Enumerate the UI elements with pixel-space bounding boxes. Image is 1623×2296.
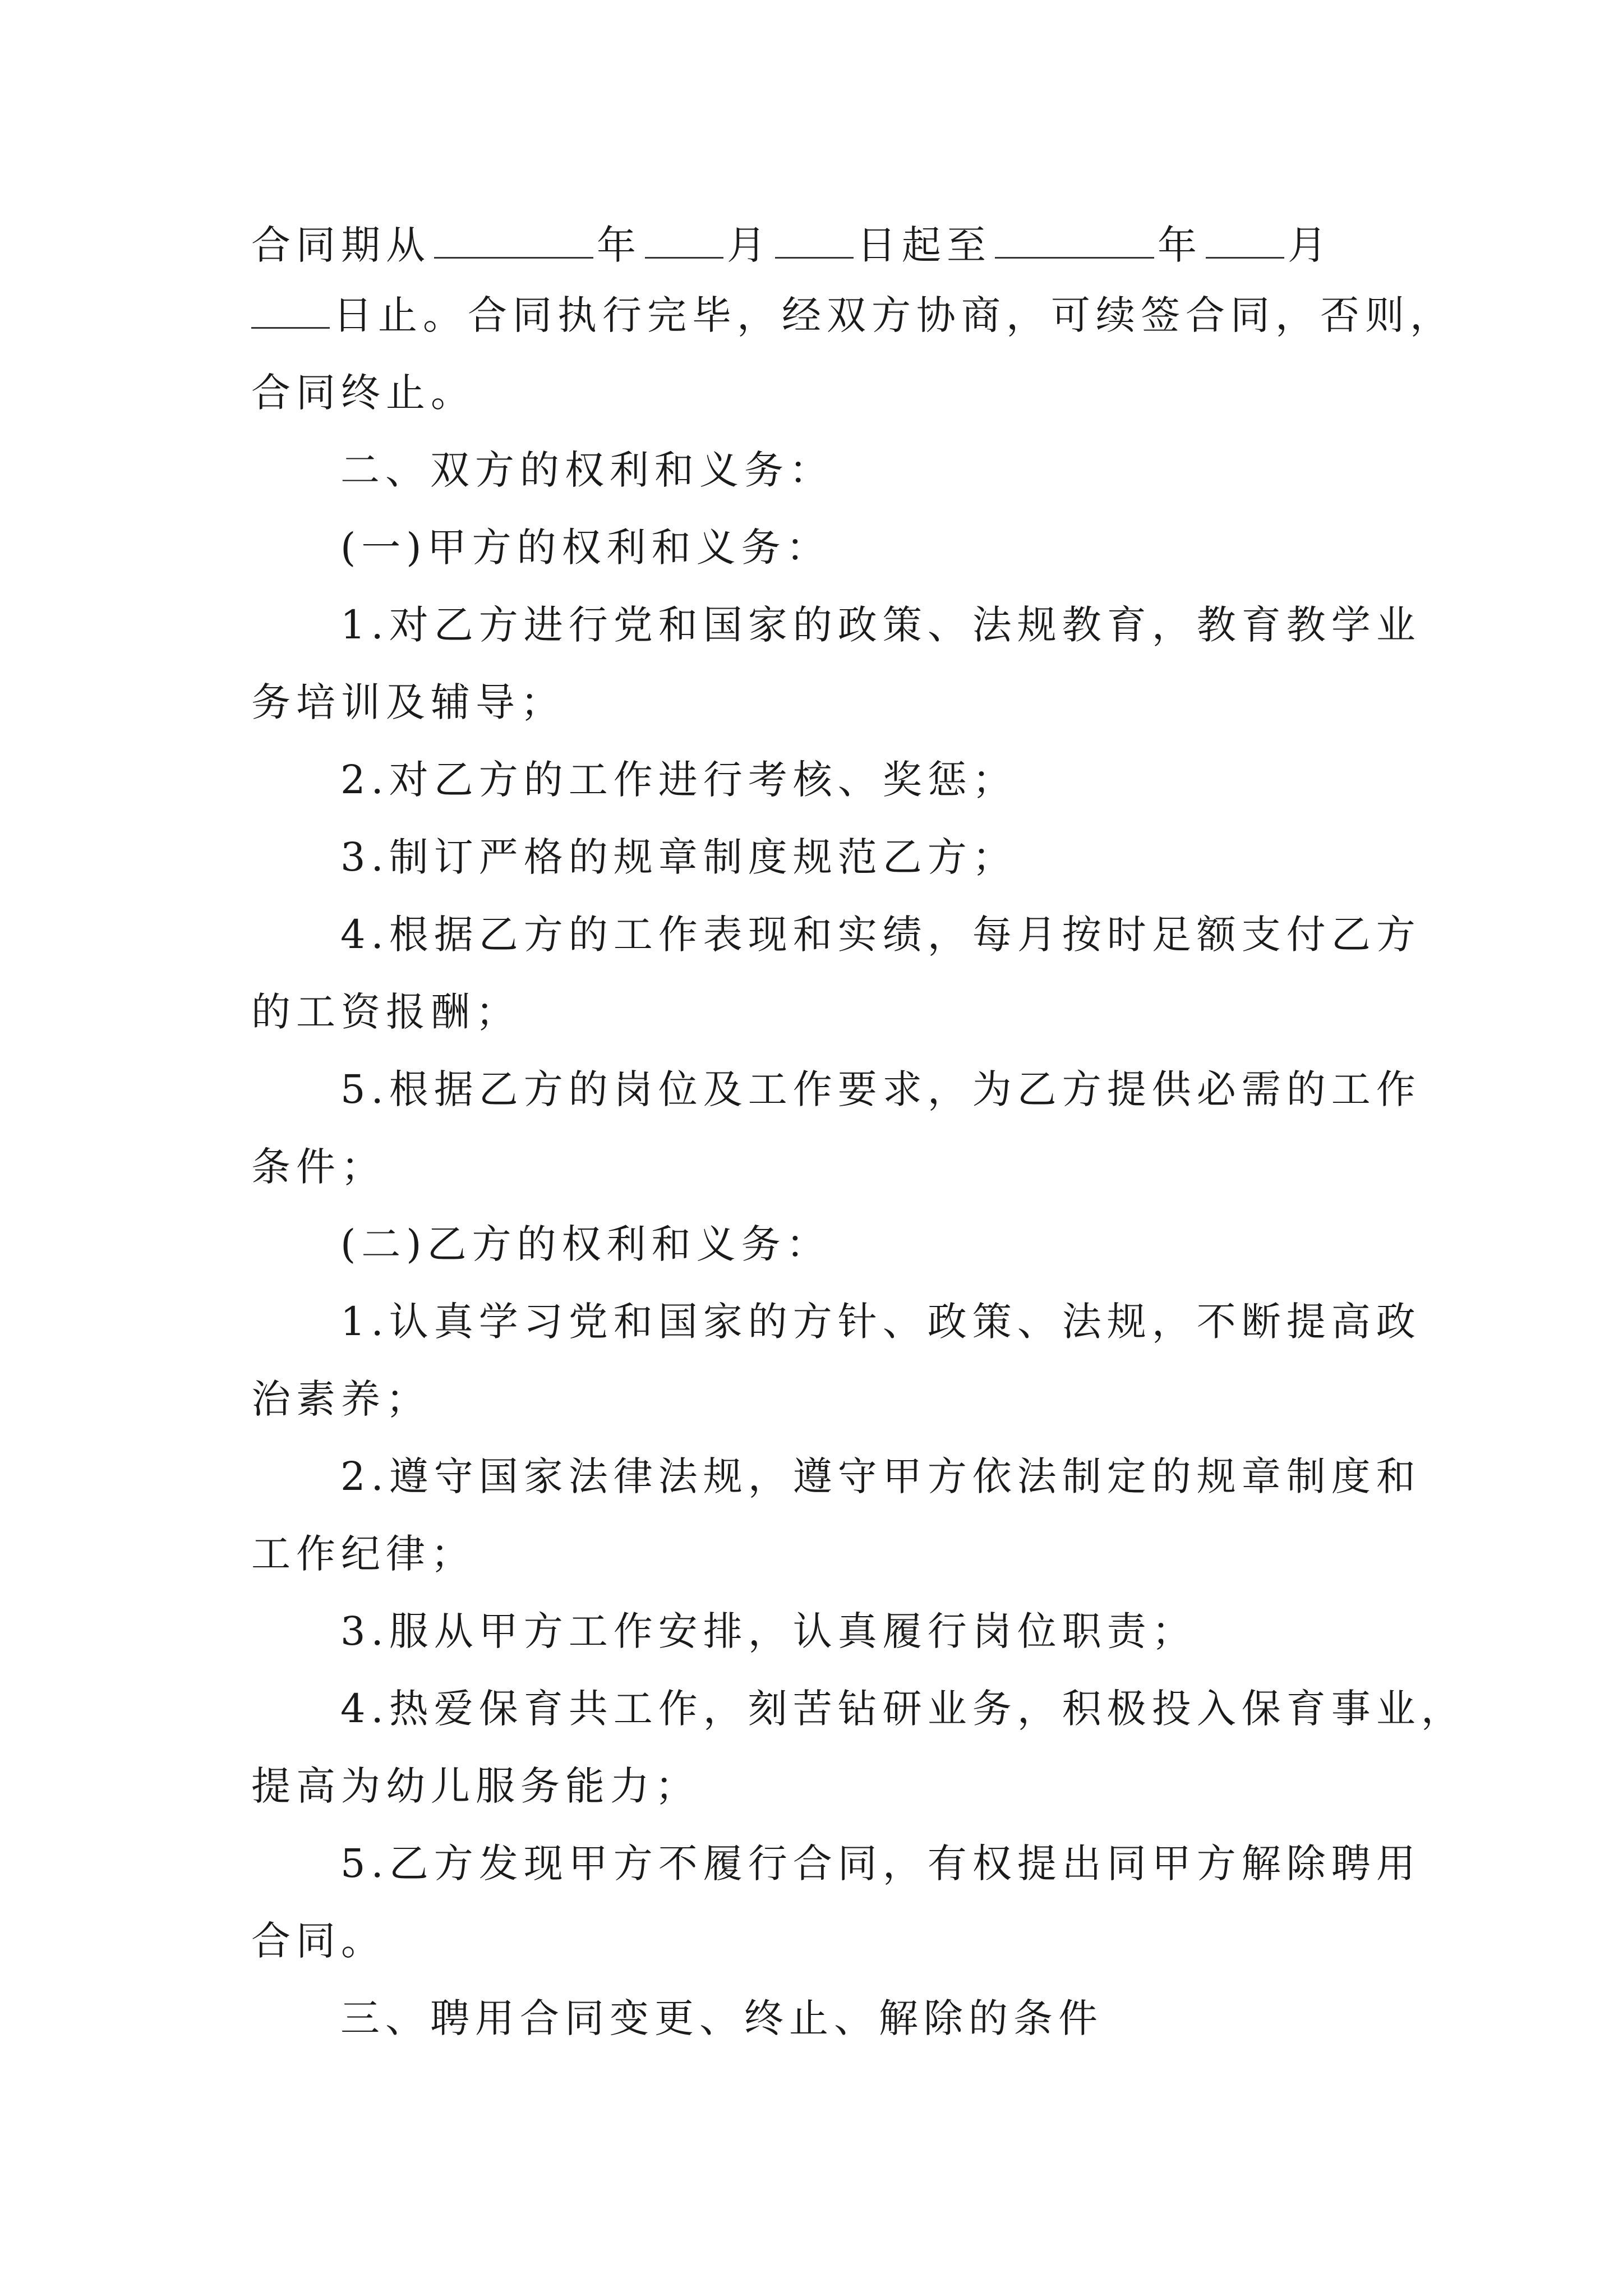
party-a-item-5: 5.根据乙方的岗位及工作要求，为乙方提供必需的工作 [340,1066,1421,1112]
party-b-item-1-cont: 治素养； [251,1376,431,1422]
term-text-1: 合同期从 [251,222,431,268]
party-a-item-1: 1.对乙方进行党和国家的政策、法规教育，教育教学业 [340,602,1421,648]
month-blank-start [645,222,723,259]
party-b-item-4-cont: 提高为幼儿服务能力； [251,1763,700,1809]
year-blank-start [434,222,593,259]
party-a-item-5-cont: 条件； [251,1144,386,1190]
party-b-item-3: 3.服从甲方工作安排，认真履行岗位职责； [340,1608,1197,1654]
party-b-item-2: 2.遵守国家法律法规，遵守甲方依法制定的规章制度和 [340,1453,1421,1499]
party-b-item-1: 1.认真学习党和国家的方针、政策、法规，不断提高政 [340,1299,1421,1345]
party-a-item-2: 2.对乙方的工作进行考核、奖惩； [340,757,1017,803]
party-b-item-5: 5.乙方发现甲方不履行合同，有权提出同甲方解除聘用 [340,1841,1421,1887]
term-text-6: 月 [1288,222,1332,268]
party-a-item-4-cont: 的工资报酬； [251,989,520,1035]
term-line-2 [251,277,1455,354]
party-b-item-5-cont: 合同。 [251,1918,386,1964]
party-b-item-2-cont: 工作纪律； [251,1531,476,1577]
day-blank-start [775,222,854,259]
term-text-2: 年 [597,222,642,268]
term-line-1 [251,214,1373,277]
term-text-5: 年 [1158,222,1202,268]
term-text-3: 月 [727,222,772,268]
term-text-7: 日止。合同执行完毕，经双方协商，可续签合同，否则， [333,292,1455,338]
term-text-4: 日起至 [857,222,992,268]
day-blank-end [251,292,330,329]
document-page [251,214,1466,2057]
section-2-heading: 二、双方的权利和义务： [340,447,834,493]
month-blank-end [1206,222,1284,259]
party-b-item-4: 4.热爱保育共工作，刻苦钻研业务，积极投入保育事业， [340,1686,1466,1732]
term-line-3: 合同终止。 [251,370,476,416]
party-a-item-4: 4.根据乙方的工作表现和实绩，每月按时足额支付乙方 [340,912,1421,958]
party-a-item-1-cont: 务培训及辅导； [251,679,565,725]
party-a-item-3: 3.制订严格的规章制度规范乙方； [340,834,1017,880]
party-b-heading: (二)乙方的权利和义务： [340,1221,831,1267]
section-3-heading: 三、聘用合同变更、终止、解除的条件 [340,1995,1103,2041]
year-blank-end [995,222,1154,259]
party-a-heading: (一)甲方的权利和义务： [340,524,831,570]
